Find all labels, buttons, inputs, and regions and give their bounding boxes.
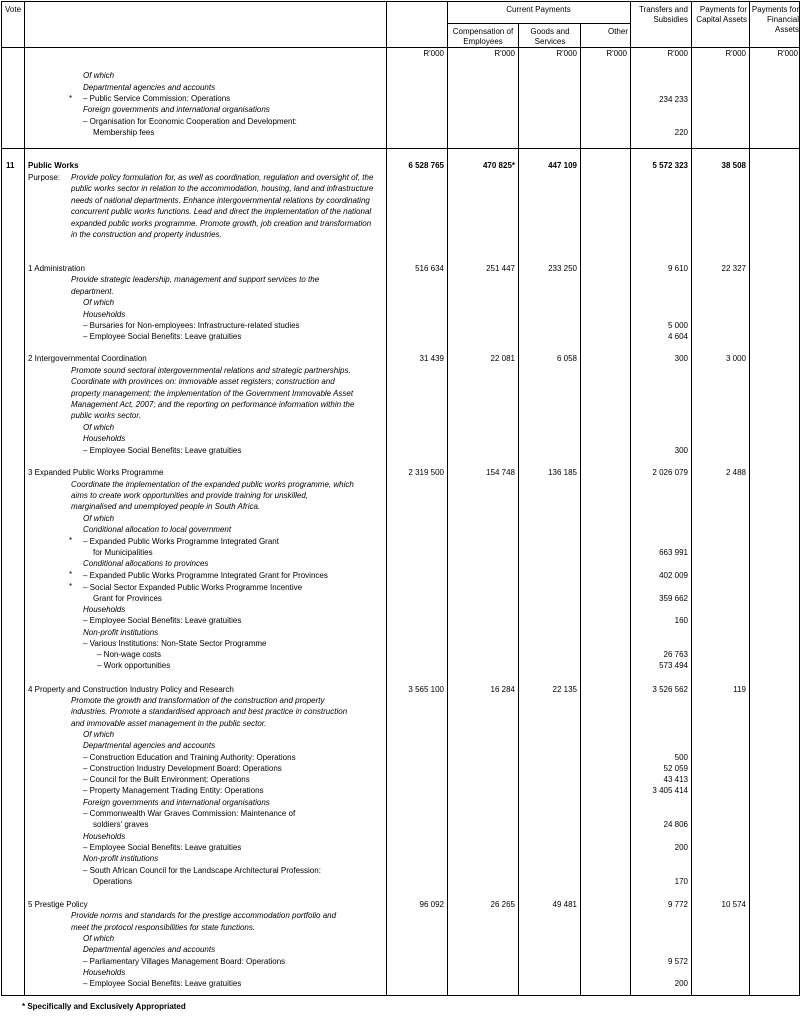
category-label: Households [83,968,126,977]
of-which-label: Of which [83,934,115,943]
line-item-value: 4 604 [667,332,688,341]
category-label: Households [83,310,126,319]
vote-total: 6 528 765 [408,161,444,170]
line-item: for Municipalities [93,548,153,557]
programme-transfers: 3 526 562 [652,685,688,694]
programme-description: Promote sound sectoral intergovernmental relations and strategic partnerships. [71,366,351,375]
header-current-payments: Current Payments [506,5,571,14]
line-item: – Employee Social Benefits: Leave gratuities [83,446,242,455]
category-label: Foreign governments and international organisations [83,798,270,807]
programme-goods: 49 481 [552,900,577,909]
programme-total: 3 565 100 [408,685,444,694]
category-label: Non-profit institutions [83,628,159,637]
line-item: Membership fees [93,128,155,137]
programme-name: 3 Expanded Public Works Programme [28,468,164,477]
category-label: Departmental agencies and accounts [83,945,216,954]
line-item: – South African Council for the Landscape Architectural Profession: [83,866,321,875]
of-which-label: Of which [83,71,115,80]
col-divider [630,2,631,995]
col-divider [447,2,448,995]
programme-description: Coordinate the implementation of the expanded public works programme, which [71,480,354,489]
programme-compensation: 26 265 [490,900,515,909]
programme-description: Provide strategic leadership, management and support services to the [71,275,320,284]
line-item: – Parliamentary Villages Management Board: Operations [83,957,286,966]
category-label: Non-profit institutions [83,854,159,863]
category-label: Departmental agencies and accounts [83,741,216,750]
appropriated-star: * [69,582,73,591]
vote-compensation: 470 825* [482,161,515,170]
header-financial: Payments for Financial Assets [751,5,799,34]
programme-total: 96 092 [419,900,444,909]
col-divider [580,23,581,995]
unit-label: R'000 [494,49,515,58]
programme-description: property management; the implementation of the Government Immovable Asset [71,389,354,398]
category-label: Foreign governments and international organisations [83,105,270,114]
appropriation-table [1,1,800,996]
programme-capital: 2 488 [725,468,746,477]
programme-transfers: 300 [674,354,688,363]
programme-goods: 22 135 [552,685,577,694]
line-item: – Work opportunities [97,661,171,670]
programme-name: 2 Intergovernmental Coordination [28,354,147,363]
vote-goods: 447 109 [548,161,577,170]
of-which-label: Of which [83,298,115,307]
line-item: – Employee Social Benefits: Leave gratuities [83,979,242,988]
line-item-value: 24 806 [663,820,688,829]
line-item: – Expanded Public Works Programme Integrated Grant for Provinces [83,571,328,580]
programme-description: meet the protocol responsibilities for state functions. [71,923,256,932]
programme-description: and immovable asset management in the public sector. [71,719,267,728]
line-item: – Employee Social Benefits: Leave gratuities [83,616,242,625]
vote-number: 11 [6,161,15,170]
unit-label: R'000 [725,49,746,58]
programme-total: 516 634 [415,264,444,273]
programme-goods: 136 185 [548,468,577,477]
line-item-value: 500 [674,753,688,762]
appropriated-star: * [69,536,73,545]
programme-goods: 6 058 [556,354,577,363]
line-item: – Construction Industry Development Board: Operations [83,764,282,773]
line-item: – Various Institutions: Non-State Sector Programme [83,639,267,648]
programme-transfers: 2 026 079 [652,468,688,477]
header-other: Other [607,27,628,36]
programme-name: 1 Administration [28,264,85,273]
unit-label: R'000 [777,49,798,58]
programme-transfers: 9 772 [667,900,688,909]
programme-compensation: 22 081 [490,354,515,363]
line-item: – Bursaries for Non-employees: Infrastructure-related studies [83,321,300,330]
row-divider [2,148,799,149]
programme-description: Coordinate with provinces on: immovable asset registers; construction and [71,377,335,386]
unit-label: R'000 [423,49,444,58]
header-vote: Vote [5,5,22,14]
category-label: Departmental agencies and accounts [83,83,216,92]
line-item-value: 663 991 [659,548,688,557]
col-divider [749,2,750,995]
programme-capital: 22 327 [721,264,746,273]
line-item: Grant for Provinces [93,594,162,603]
category-label: Households [83,605,126,614]
vote-transfers: 5 572 323 [652,161,688,170]
col-divider [386,2,387,995]
line-item-value: 402 009 [659,571,688,580]
of-which-label: Of which [83,514,115,523]
line-item: – Council for the Built Environment: Operations [83,775,250,784]
programme-description: public works sector. [71,411,141,420]
programme-description: Management Act, 2007; and the reporting on performance information within the [71,400,355,409]
programme-name: 4 Property and Construction Industry Policy and Research [28,685,234,694]
line-item: – Employee Social Benefits: Leave gratuities [83,332,242,341]
category-label: Conditional allocation to local government [83,525,232,534]
line-item: – Property Management Trading Entity: Operations [83,786,264,795]
purpose-text: Provide policy formulation for, as well as coordination, regulation and oversight of, the public works sector in relation to the accommodation, housing, land and infrastructure needs of national departments. Enhance intergovernmental relations by coordinating concurrent public works functions. Lead and direct the implementation of the national expanded public works programme. Promote growth, job creation and transformation in the construction and property industries. [71,173,374,240]
line-item-value: 5 000 [667,321,688,330]
unit-label: R'000 [606,49,627,58]
row-divider [2,47,799,48]
purpose-label: Purpose: [28,173,61,182]
programme-description: department. [71,287,114,296]
line-item-value: 200 [674,979,688,988]
line-item: – Expanded Public Works Programme Integrated Grant [83,537,279,546]
line-item: Operations [93,877,133,886]
line-item-value: 300 [674,446,688,455]
line-item-value: 3 405 414 [652,786,688,795]
line-item-value: 26 763 [663,650,688,659]
programme-transfers: 9 610 [667,264,688,273]
line-item-value: 573 494 [659,661,688,670]
line-item: – Non-wage costs [97,650,162,659]
line-item-value: 200 [674,843,688,852]
header-goods: Goods and Services [530,27,570,46]
category-label: Households [83,434,126,443]
programme-description: aims to create work opportunities and provide training for unskilled, [71,491,309,500]
appropriated-star: * [69,94,73,103]
footnote: * Specifically and Exclusively Appropriated [22,1002,186,1011]
programme-capital: 119 [733,685,746,694]
programme-description: industries. Promote a standardised approach and best practice in construction [71,707,348,716]
col-divider [518,23,519,995]
programme-goods: 233 250 [548,264,577,273]
header-transfers: Transfers and Subsidies [638,5,688,24]
of-which-label: Of which [83,730,115,739]
line-item: – Public Service Commission: Operations [83,94,231,103]
unit-label: R'000 [667,49,688,58]
line-item: – Social Sector Expanded Public Works Programme Incentive [83,583,303,592]
programme-description: Provide norms and standards for the prestige accommodation portfolio and [71,911,337,920]
line-item-value: 9 572 [667,957,688,966]
category-label: Households [83,832,126,841]
programme-compensation: 251 447 [486,264,515,273]
line-item-value: 234 233 [659,95,688,104]
programme-name: 5 Prestige Policy [28,900,88,909]
appropriated-star: * [69,570,73,579]
col-divider [24,2,25,995]
line-item: soldiers' graves [93,820,149,829]
line-item-value: 52 059 [663,764,688,773]
category-label: Conditional allocations to provinces [83,559,209,568]
vote-capital: 38 508 [721,161,746,170]
header-capital: Payments for Capital Assets [696,5,747,24]
line-item-value: 43 413 [663,775,688,784]
programme-compensation: 154 748 [486,468,515,477]
programme-description: Promote the growth and transformation of the construction and property [71,696,325,705]
line-item-value: 359 662 [659,594,688,603]
of-which-label: Of which [83,423,115,432]
row-divider [447,23,630,24]
programme-compensation: 16 284 [490,685,515,694]
programme-description: marginalised and unemployed people in South Africa. [71,502,261,511]
programme-total: 31 439 [419,354,444,363]
programme-capital: 3 000 [725,354,746,363]
line-item: – Construction Education and Training Authority: Operations [83,753,296,762]
programme-capital: 10 574 [721,900,746,909]
line-item-value: 220 [674,128,688,137]
line-item: – Organisation for Economic Cooperation and Development: [83,117,297,126]
line-item: – Commonwealth War Graves Commission: Maintenance of [83,809,296,818]
line-item: – Employee Social Benefits: Leave gratuities [83,843,242,852]
programme-total: 2 319 500 [408,468,444,477]
vote-name: Public Works [28,161,79,170]
unit-label: R'000 [556,49,577,58]
line-item-value: 170 [674,877,688,886]
header-compensation: Compensation of Employees [452,27,514,46]
col-divider [691,2,692,995]
line-item-value: 160 [674,616,688,625]
